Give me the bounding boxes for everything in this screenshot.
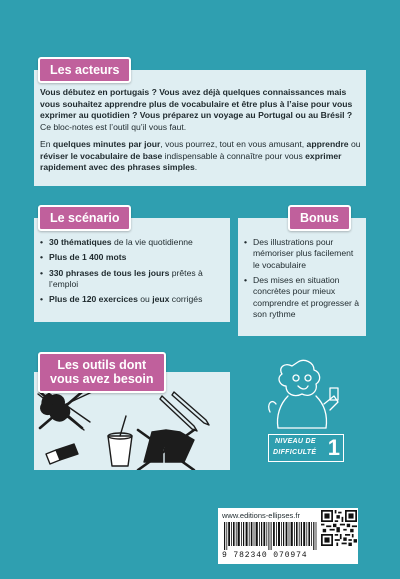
difficulty-label-line-2: DIFFICULTÉ [273,449,317,456]
bonus-items [244,237,362,320]
scenario-list [40,237,224,310]
website[interactable]: www.editions-ellipses.fr [222,511,300,520]
acteurs-text [40,87,362,174]
bonus-item: • Des mises en situation concrètes pour mieux comprendre et progresser à son rythme [244,275,362,320]
barcode-icon [224,522,318,550]
outils-tag-line-1: Les outils dont [57,358,147,372]
scenario-item: • 30 thématiques de la vie quotidienne [40,237,224,248]
scenario-item: • 330 phrases de tous les jours prêtes à l’emploi [40,268,224,291]
bonus-tag: Bonus [288,205,351,231]
outils-illustrations [34,386,230,470]
scenario-tag: Le scénario [38,205,131,231]
pencils-icon [160,392,209,431]
isbn-number: 9 782340 070974 [222,551,308,560]
difficulty-value: 1 [327,435,340,460]
acteurs-paragraph-2: En quelques minutes par jour, vous pourrez, tout en vous amusant, apprendre ou réviser le vocabulaire de base indispensable à connaître pour vous exprimer rapidement avec des phrases simples. [40,139,361,173]
outils-tag-line-2: vous avez besoin [50,372,154,387]
scenario-item: • Plus de 1 400 mots [40,252,224,263]
cup-icon [108,416,132,466]
eraser-icon [46,444,78,464]
acteurs-paragraph-1: Vous débutez en portugais ? Vous avez déjà quelques connaissances mais vous souhaitez apprendre plus de vocabulaire et être plus à l’aise pour vous exprimer au quotidien ? Vous préparez un voyage au Portugal ou au Brésil ? Ce bloc-notes est l’outil qu’il vous faut. [40,87,353,132]
scenario-items [40,237,224,306]
difficulty-label-line-1: NIVEAU DE [275,438,316,445]
scenario-item: • Plus de 120 exercices ou jeux corrigés [40,294,224,305]
outils-tag [38,352,166,393]
acteurs-tag: Les acteurs [38,57,131,83]
bonus-item: • Des illustrations pour mémoriser plus facilement le vocabulaire [244,237,362,271]
qr-code-icon [321,510,357,546]
bonus-list [244,237,362,324]
difficulty-badge [268,434,344,462]
